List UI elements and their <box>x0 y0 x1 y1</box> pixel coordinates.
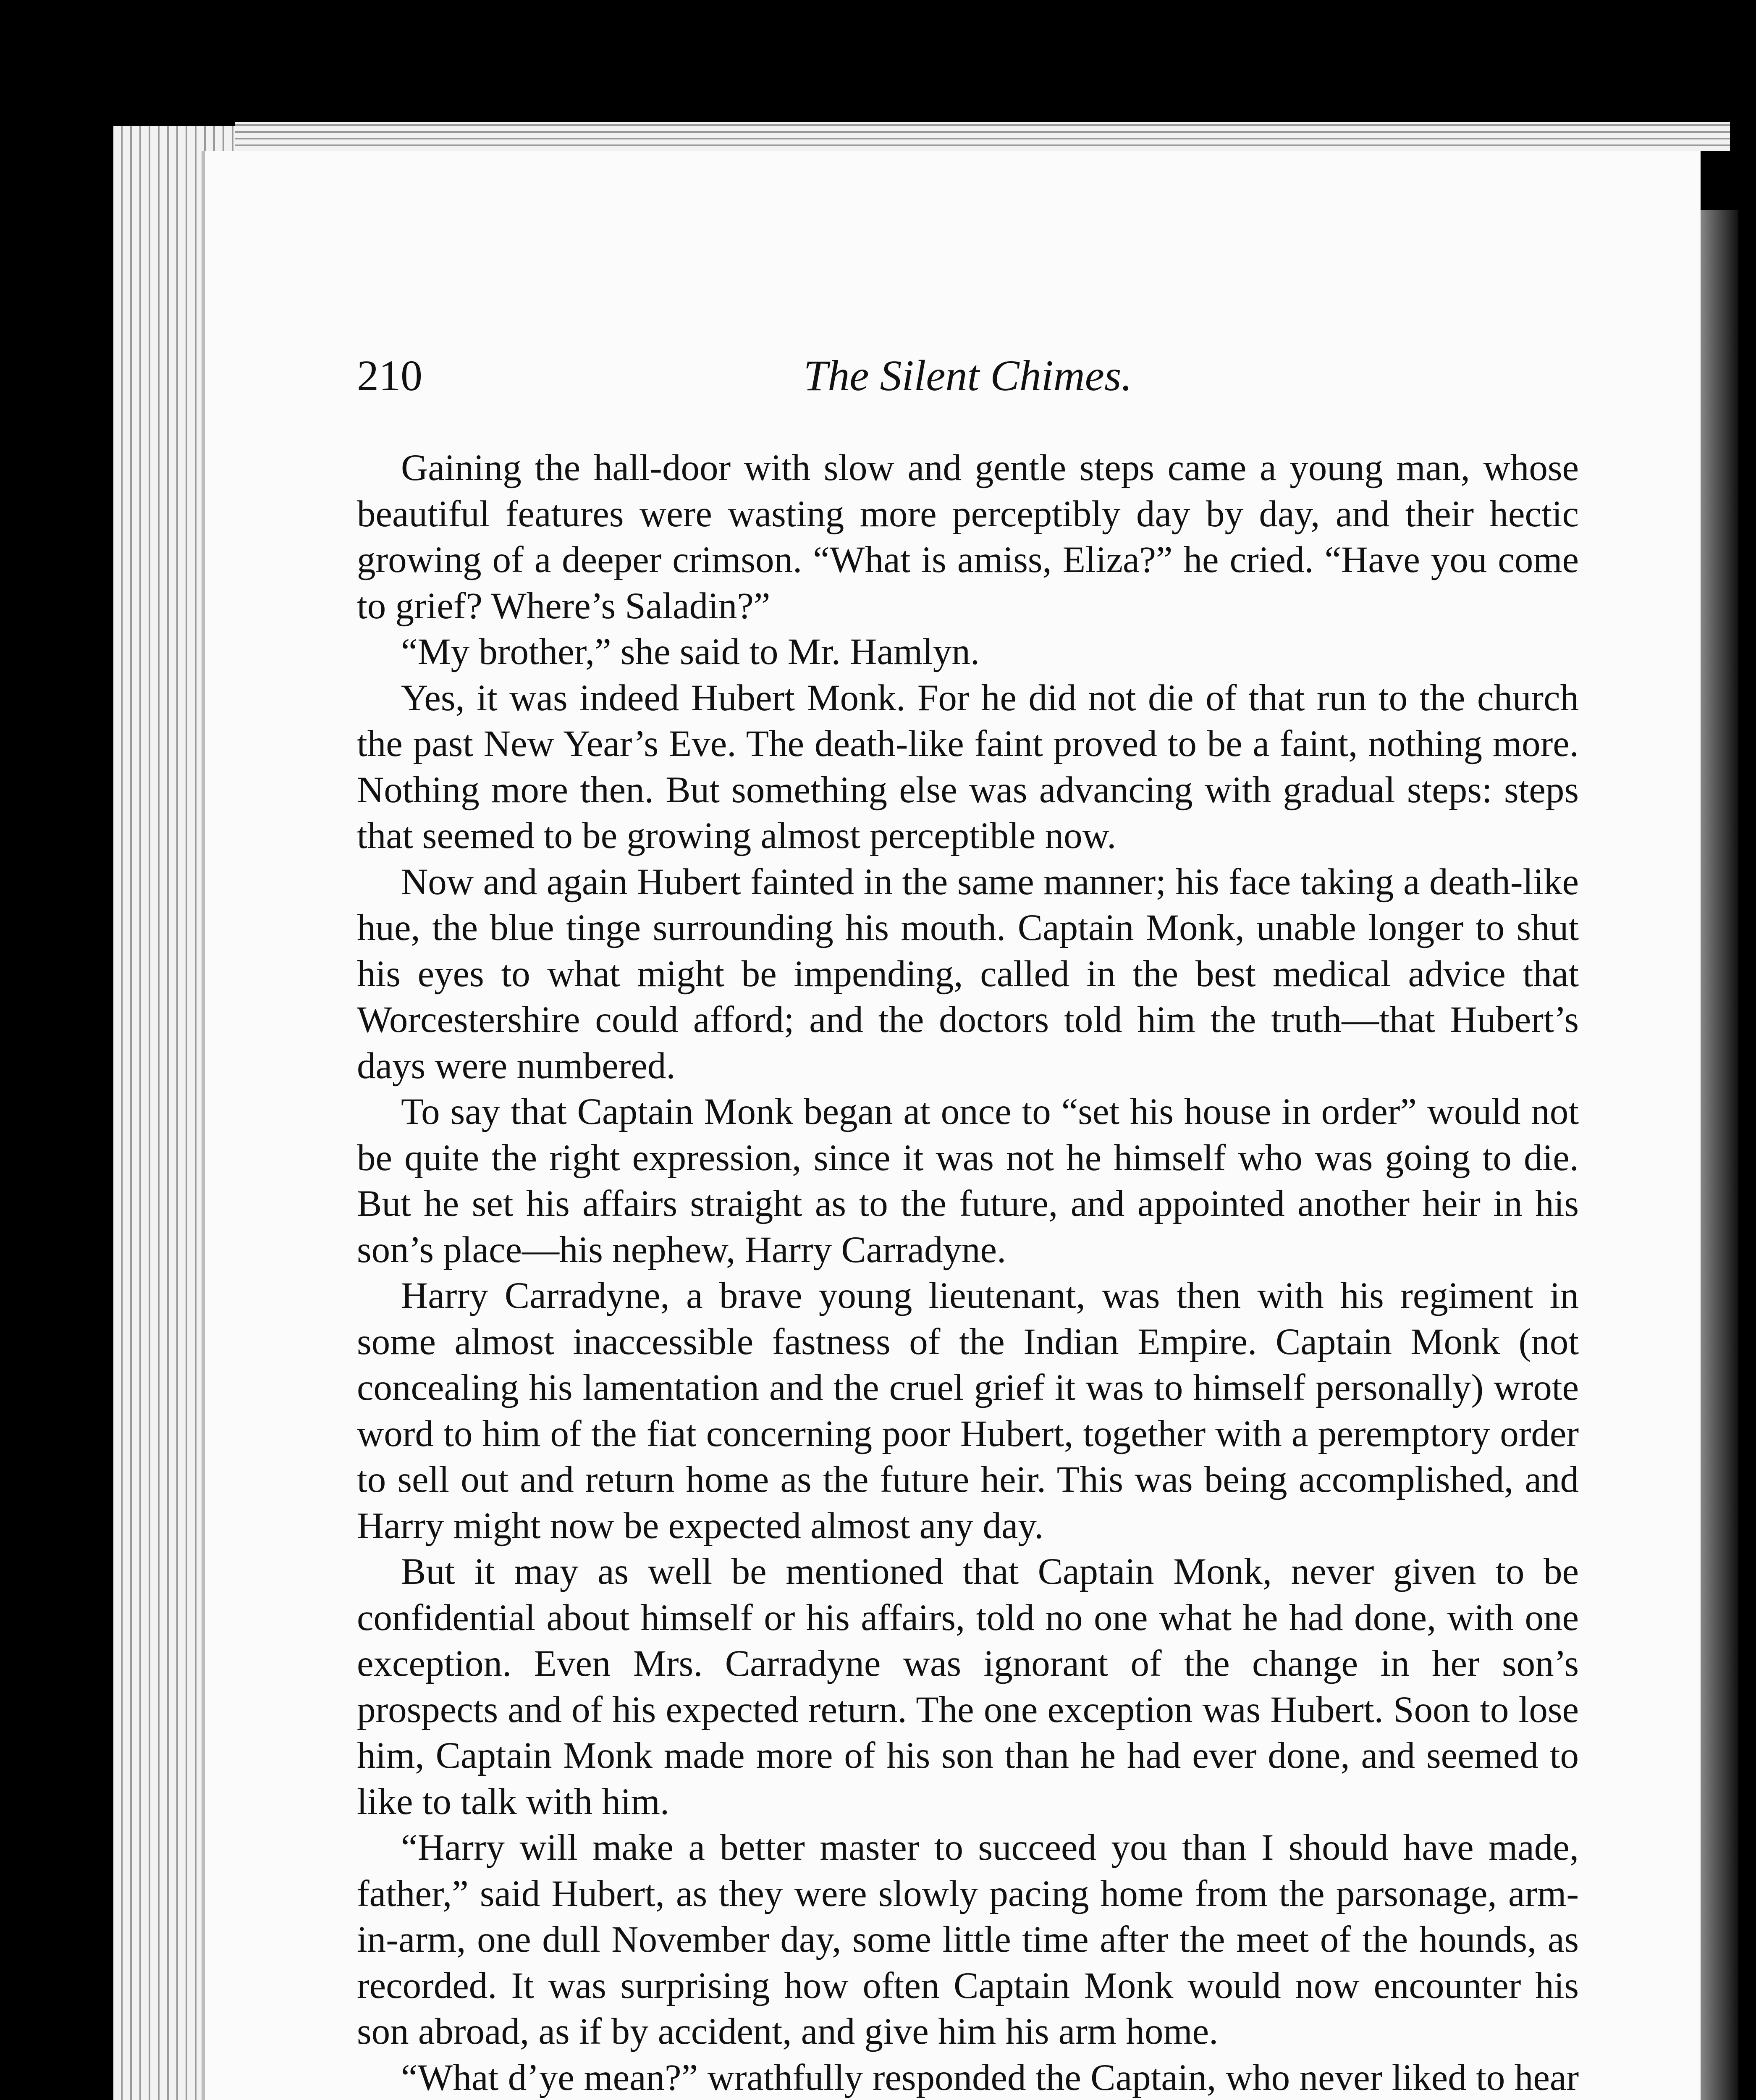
paragraph: To say that Captain Monk began at once to “set his house in order” would not be quite the right expression, since it was not he himself who was going to die. But he set his affairs straight as to the future, and appointed another heir in his son’s place—his nephew, Harry Carradyne. <box>357 1091 1579 1270</box>
page-edges-top <box>235 122 1730 151</box>
running-title: The Silent Chimes. <box>803 352 1132 400</box>
paragraph: “My brother,” she said to Mr. Hamlyn. <box>401 631 980 672</box>
paragraph: But it may as well be mentioned that Captain Monk, never given to be confidential about himself or his affairs, told no one what he had done, with one exception. Even Mrs. Carradyne was ignorant of the change in her son’s prospects and of his expected return. The one exception was Hubert. Soon to lose him, Captain Monk made more of his son than he had ever done, and seemed to like to talk with him. <box>357 1551 1579 1822</box>
paragraph: “Harry will make a better master to succeed you than I should have made, father,” said Hubert, as they were slowly pacing home from the parsonage, arm-in-arm, one dull November day, some little time after the meet of the hounds, as recorded. It was surprising how often Captain Monk would now encounter his son abroad, as if by accident, and give him his arm home. <box>357 1827 1579 2052</box>
page-header <box>357 351 1579 410</box>
paragraph: “What d’ye mean?” wrathfully responded the Captain, who never liked to hear <box>401 2057 1579 2098</box>
paragraph: Harry Carradyne, a brave young lieutenant, was then with his regiment in some almost inaccessible fastness of the Indian Empire. Captain Monk (not concealing his lamentation and the cruel grief it was to himself personally) wrote word to him of the fiat concerning poor Hubert, together with a peremptory order to sell out and return home as the future heir. This was being accomplished, and Harry might now be expected almost any day. <box>357 1275 1579 1546</box>
body-text <box>357 445 1579 2100</box>
paragraph: Gaining the hall-door with slow and gentle steps came a young man, whose beautiful features were wasting more perceptibly day by day, and their hectic growing of a deeper crimson. “What is amiss, Eliza?” he cried. “Have you come to grief? Where’s Saladin?” <box>357 447 1579 627</box>
paragraph: Yes, it was indeed Hubert Monk. For he did not die of that run to the church the past New Year’s Eve. The death-like faint proved to be a faint, nothing more. Nothing more then. But something else was advancing with gradual steps: steps that seemed to be growing almost perceptible now. <box>357 677 1579 856</box>
paragraph: Now and again Hubert fainted in the same manner; his face taking a death-like hue, the blue tinge surrounding his mouth. Captain Monk, unable longer to shut his eyes to what might be impending, called in the best medical advice that Worcestershire could afford; and the doctors told him the truth—that Hubert’s days were numbered. <box>357 861 1579 1087</box>
page-number: 210 <box>357 352 422 400</box>
